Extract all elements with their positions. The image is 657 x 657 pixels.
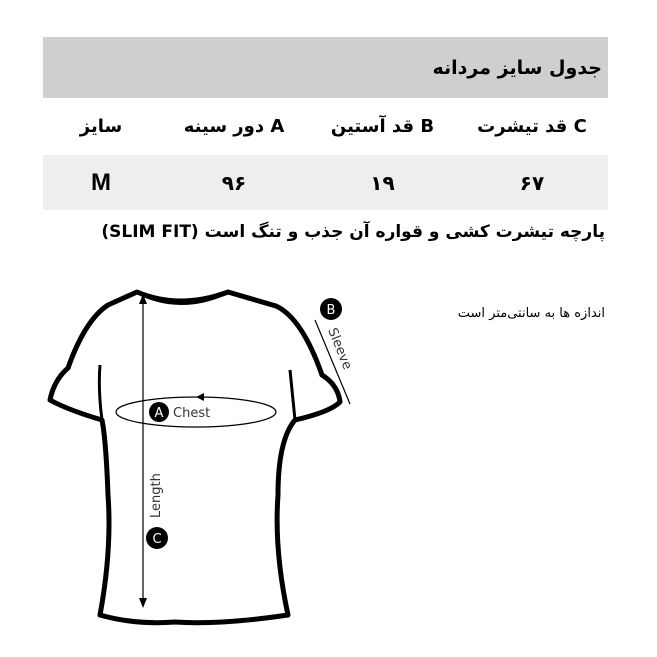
units-note: اندازه ها به سانتی‌متر است [457, 306, 605, 321]
svg-text:C: C [152, 532, 162, 547]
value-sleeve: ۱۹ [370, 170, 395, 195]
tshirt-outline-icon [50, 292, 340, 623]
length-label: Length [149, 473, 164, 518]
svg-text:B: B [326, 303, 336, 318]
sleeve-label: Sleeve [324, 325, 355, 372]
size-table-row [43, 155, 608, 210]
value-length: ۶۷ [519, 170, 545, 195]
header-sleeve: B قد آستین [330, 116, 435, 137]
value-chest: ۹۶ [221, 170, 247, 195]
header-size: سایز [79, 116, 123, 137]
chest-label: Chest [173, 406, 211, 421]
svg-text:A: A [154, 406, 164, 421]
header-length: C قد تیشرت [477, 116, 587, 137]
tshirt-diagram [40, 280, 380, 640]
header-chest: A دور سینه [183, 116, 285, 137]
fabric-note: پارچه تیشرت کشی و قواره آن جذب و تنگ است (SLIM FIT) [101, 222, 605, 242]
page-title: جدول سایز مردانه [432, 56, 602, 79]
title-bar [43, 37, 608, 98]
value-size: M [91, 168, 111, 196]
size-table-header [43, 98, 608, 155]
